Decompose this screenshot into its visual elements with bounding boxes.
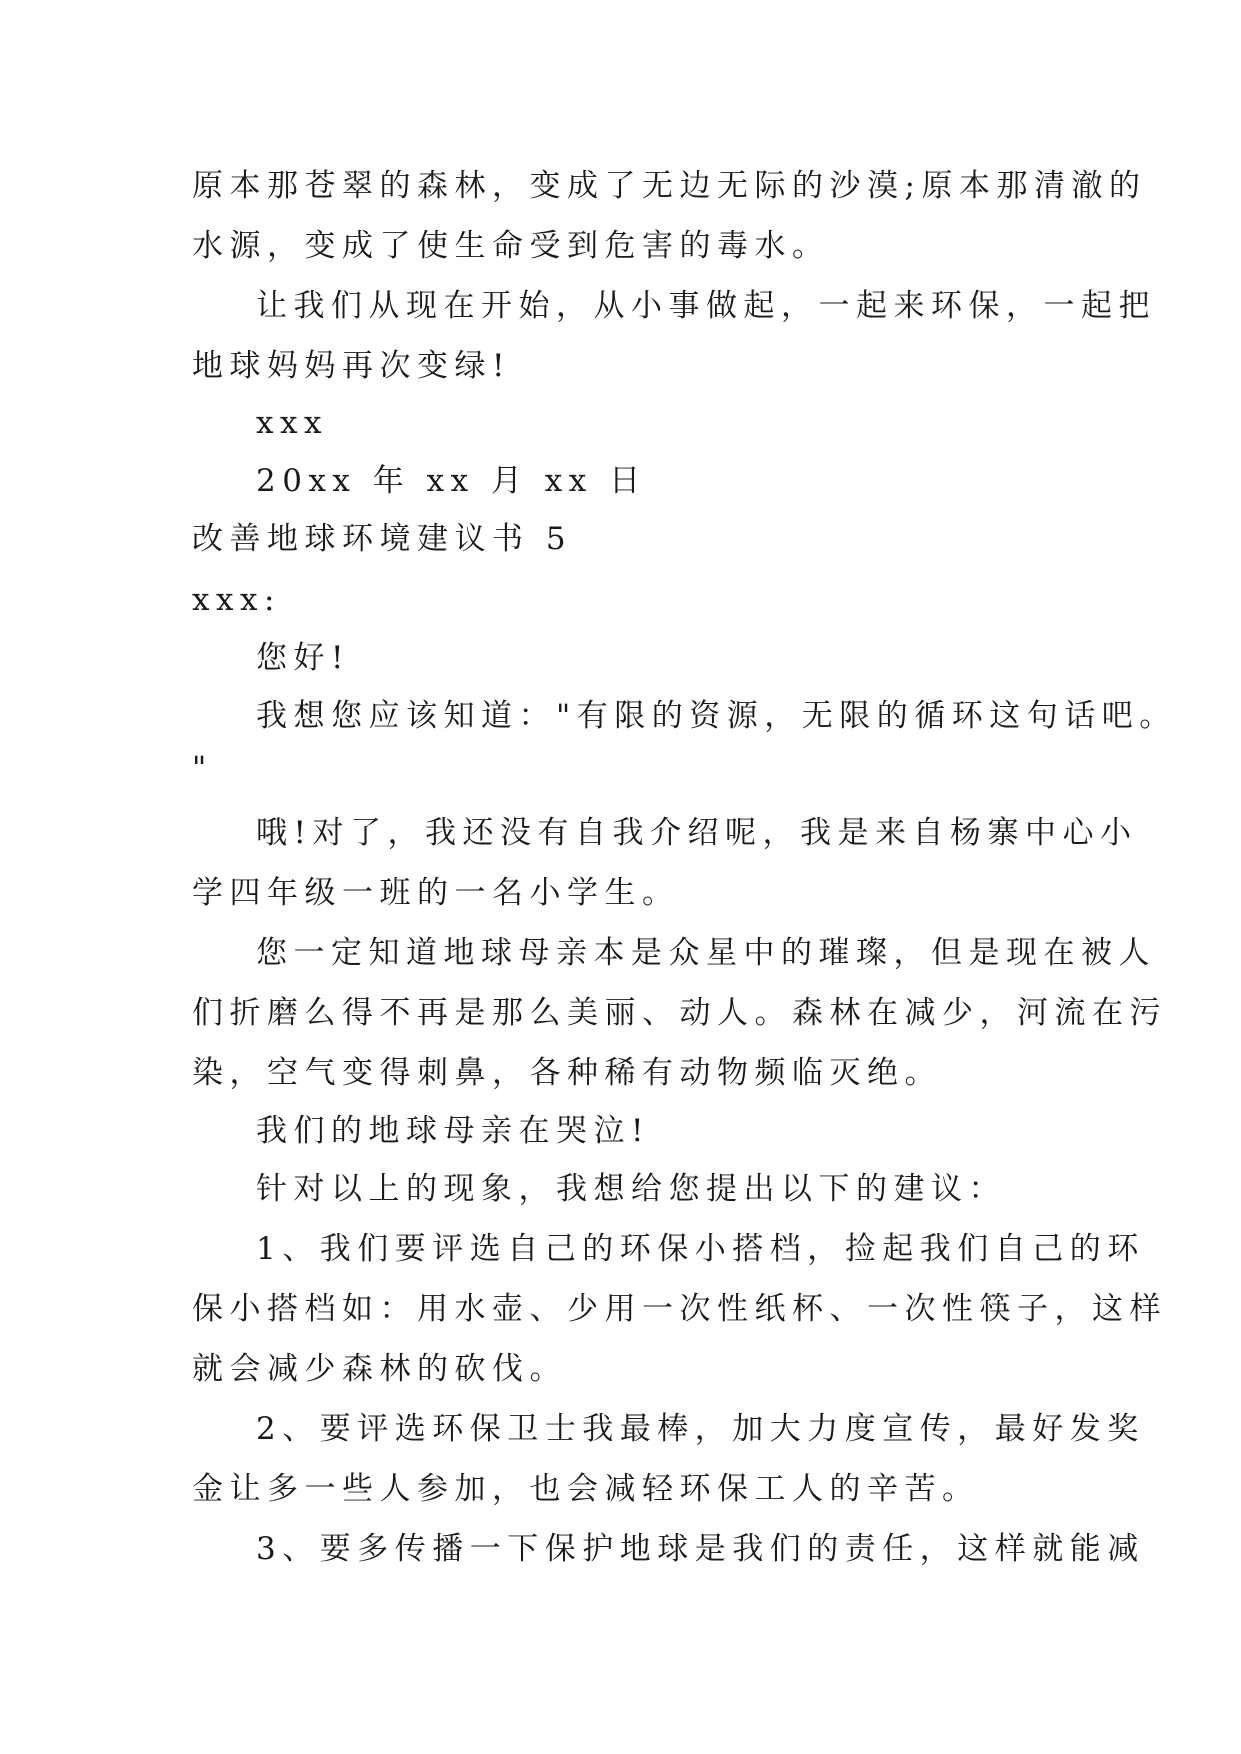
paragraph-line: 水源，变成了使生命受到危害的毒水。 <box>192 228 830 264</box>
list-item-line: 2、要评选环保卫士我最棒，加大力度宣传，最好发奖 <box>256 1411 1145 1447</box>
list-item-line: 3、要多传播一下保护地球是我们的责任，这样就能减 <box>256 1531 1145 1567</box>
paragraph-line: 原本那苍翠的森林，变成了无边无际的沙漠;原本那清澈的 <box>192 168 1147 204</box>
list-item-line: 1、我们要评选自己的环保小搭档，捡起我们自己的环 <box>256 1231 1145 1267</box>
section-title: 改善地球环境建议书 5 <box>192 521 573 557</box>
paragraph-line: 地球妈妈再次变绿! <box>192 348 511 384</box>
paragraph-line: 针对以上的现象，我想给您提出以下的建议： <box>256 1171 1006 1207</box>
paragraph-line: 您一定知道地球母亲本是众星中的璀璨，但是现在被人 <box>256 935 1156 971</box>
paragraph-line: 我想您应该知道："有限的资源，无限的循环这句话吧。 <box>256 698 1177 734</box>
salutation: xxx: <box>192 582 281 618</box>
signature-name: xxx <box>256 405 328 441</box>
paragraph-line: 们折磨么得不再是那么美丽、动人。森林在减少，河流在污 <box>192 995 1167 1031</box>
list-item-line: 就会减少森林的砍伐。 <box>192 1351 567 1387</box>
greeting: 您好! <box>256 640 350 676</box>
paragraph-line: 让我们从现在开始，从小事做起，一起来环保，一起把 <box>256 288 1156 324</box>
paragraph-line: 染，空气变得刺鼻，各种稀有动物频临灭绝。 <box>192 1055 942 1091</box>
list-item-line: 保小搭档如：用水壶、少用一次性纸杯、一次性筷子，这样 <box>192 1291 1167 1327</box>
paragraph-line: 哦!对了，我还没有自我介绍呢，我是来自杨寨中心小 <box>256 815 1138 851</box>
list-item-line: 金让多一些人参加，也会减轻环保工人的辛苦。 <box>192 1471 980 1507</box>
signature-date: 20xx 年 xx 月 xx 日 <box>256 463 647 499</box>
paragraph-line: 学四年级一班的一名小学生。 <box>192 875 680 911</box>
paragraph-line: " <box>192 750 213 786</box>
paragraph-line: 我们的地球母亲在哭泣! <box>256 1113 650 1149</box>
